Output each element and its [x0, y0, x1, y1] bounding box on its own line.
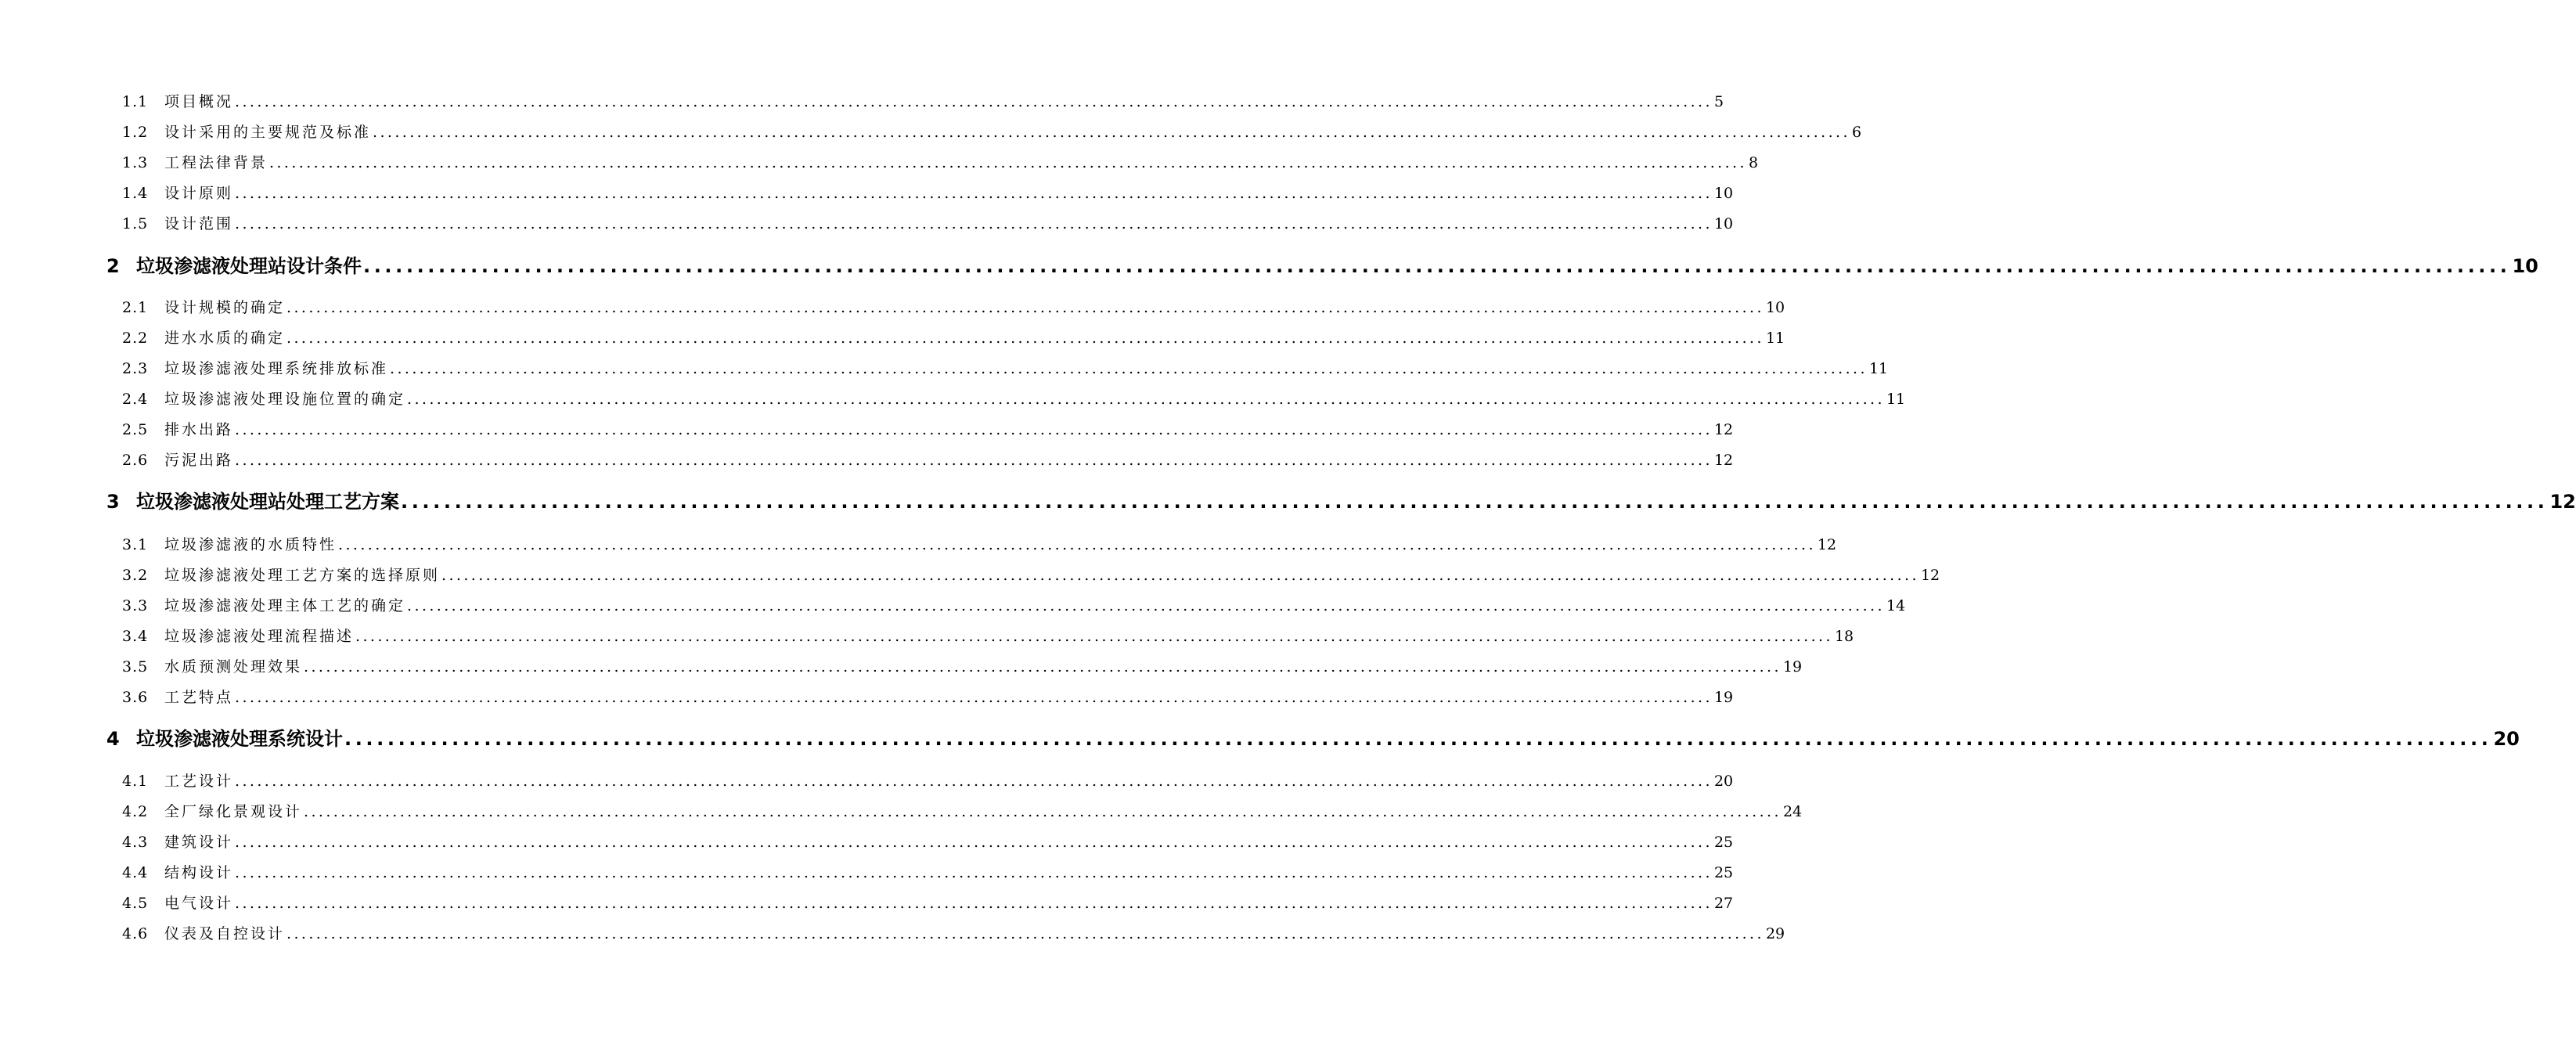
toc-dot-leader: ........................................................................................................................................................................................................ — [269, 154, 1747, 171]
toc-entry-number: 3.1 — [122, 536, 149, 553]
toc-entry-number: 4.4 — [122, 864, 149, 881]
toc-entry-title: 垃圾渗滤液处理站处理工艺方案 — [136, 491, 399, 513]
toc-page-number: 14 — [1886, 597, 1906, 614]
toc-dot-leader: ........................................................................................................................................................................................................ — [344, 728, 2492, 750]
toc-page-number: 11 — [1868, 360, 1889, 377]
toc-dot-leader: ........................................................................................................................................................................................................ — [407, 391, 1885, 408]
toc-page-number: 10 — [1765, 299, 1785, 316]
toc-entry-row[interactable] — [0, 686, 1734, 709]
toc-entry-number: 3 — [106, 491, 120, 513]
toc-entry-title: 仪表及自控设计 — [164, 925, 286, 942]
toc-entry-row[interactable] — [0, 625, 1854, 648]
toc-page-number: 29 — [1765, 925, 1785, 942]
toc-page-number: 12 — [1713, 421, 1734, 438]
toc-entry-row[interactable] — [0, 564, 1940, 587]
toc-page-number: 10 — [2512, 255, 2538, 277]
toc-entry-row[interactable] — [0, 90, 1724, 113]
toc-entry-number: 1.3 — [122, 154, 149, 171]
toc-dot-leader: ........................................................................................................................................................................................................ — [235, 773, 1713, 790]
toc-entry-title: 全厂绿化景观设计 — [164, 803, 303, 820]
toc-dot-leader: ........................................................................................................................................................................................................ — [373, 124, 1850, 141]
toc-dot-leader: ........................................................................................................................................................................................................ — [235, 215, 1713, 232]
toc-entry-title: 进水水质的确定 — [164, 330, 286, 347]
toc-entry-title: 设计规模的确定 — [164, 299, 286, 316]
toc-entry-number: 4.1 — [122, 773, 149, 790]
toc-dot-leader: ........................................................................................................................................................................................................ — [235, 421, 1713, 438]
toc-entry-number: 4 — [106, 728, 120, 750]
toc-entry-row[interactable] — [0, 326, 1785, 350]
toc-dot-leader: ........................................................................................................................................................................................................ — [390, 360, 1868, 377]
toc-entry-row[interactable] — [0, 151, 1759, 175]
toc-page-number: 11 — [1765, 330, 1785, 347]
toc-entry-row[interactable] — [0, 800, 1803, 823]
toc-entry-number: 2.5 — [122, 421, 149, 438]
toc-dot-leader: ........................................................................................................................................................................................................ — [235, 93, 1713, 110]
toc-entry-number: 3.3 — [122, 597, 149, 614]
toc-entry-title: 设计原则 — [164, 185, 234, 202]
toc-entry-title: 垃圾渗滤液处理流程描述 — [164, 628, 355, 645]
toc-entry-number: 1.4 — [122, 185, 149, 202]
toc-entry-row[interactable] — [0, 387, 1906, 411]
toc-entry-number: 2.3 — [122, 360, 149, 377]
toc-entry-title: 排水出路 — [164, 421, 234, 438]
toc-entry-title: 垃圾渗滤液的水质特性 — [164, 536, 337, 553]
toc-entry-title: 垃圾渗滤液处理设施位置的确定 — [164, 391, 406, 408]
toc-entry-number: 1.1 — [122, 93, 149, 110]
toc-dot-leader: ........................................................................................................................................................................................................ — [235, 185, 1713, 202]
toc-entry-title: 垃圾渗滤液处理主体工艺的确定 — [164, 597, 406, 614]
toc-entry-row[interactable] — [0, 533, 1837, 557]
toc-chapter-row[interactable] — [0, 724, 2520, 754]
toc-dot-leader: ........................................................................................................................................................................................................ — [363, 255, 2511, 277]
toc-entry-title: 设计采用的主要规范及标准 — [164, 124, 372, 141]
toc-chapter-row[interactable] — [0, 487, 2576, 517]
toc-entry-row[interactable] — [0, 121, 1862, 144]
toc-entry-title: 项目概况 — [164, 93, 234, 110]
toc-entry-number: 3.2 — [122, 567, 149, 584]
toc-entry-row[interactable] — [0, 861, 1734, 884]
toc-entry-title: 设计范围 — [164, 215, 234, 232]
toc-page-number: 12 — [1817, 536, 1837, 553]
toc-entry-number: 4.3 — [122, 834, 149, 851]
toc-page-number: 25 — [1713, 834, 1734, 851]
toc-entry-number: 3.6 — [122, 689, 149, 706]
toc-entry-number: 1.2 — [122, 124, 149, 141]
toc-dot-leader: ........................................................................................................................................................................................................ — [235, 834, 1713, 851]
toc-entry-number: 4.5 — [122, 895, 149, 912]
toc-dot-leader: ........................................................................................................................................................................................................ — [304, 803, 1782, 820]
toc-entry-row[interactable] — [0, 182, 1734, 205]
toc-entry-row[interactable] — [0, 594, 1906, 618]
toc-dot-leader: ........................................................................................................................................................................................................ — [286, 299, 1764, 316]
toc-page-number: 11 — [1886, 391, 1906, 408]
toc-entry-row[interactable] — [0, 449, 1734, 472]
toc-entry-number: 2 — [106, 255, 120, 277]
toc-entry-title: 垃圾渗滤液处理系统排放标准 — [164, 360, 389, 377]
toc-page-number: 12 — [2549, 491, 2576, 513]
toc-entry-number: 4.6 — [122, 925, 149, 942]
toc-entry-title: 建筑设计 — [164, 834, 234, 851]
toc-page-number: 20 — [1713, 773, 1734, 790]
toc-entry-title: 垃圾渗滤液处理站设计条件 — [136, 255, 362, 277]
toc-dot-leader: ........................................................................................................................................................................................................ — [286, 330, 1764, 347]
toc-entry-number: 3.4 — [122, 628, 149, 645]
toc-page-number: 5 — [1713, 93, 1724, 110]
toc-entry-number: 2.1 — [122, 299, 149, 316]
toc-page-number: 20 — [2493, 728, 2520, 750]
toc-entry-number: 2.2 — [122, 330, 149, 347]
toc-page-number: 19 — [1782, 658, 1803, 676]
toc-chapter-row[interactable] — [0, 251, 2538, 281]
toc-page-number: 19 — [1713, 689, 1734, 706]
toc-entry-title: 垃圾渗滤液处理系统设计 — [136, 728, 343, 750]
toc-entry-title: 结构设计 — [164, 864, 234, 881]
toc-entry-row[interactable] — [0, 655, 1803, 679]
toc-dot-leader: ........................................................................................................................................................................................................ — [401, 491, 2549, 513]
toc-dot-leader: ........................................................................................................................................................................................................ — [235, 864, 1713, 881]
toc-page-number: 8 — [1748, 154, 1759, 171]
toc-page-number: 10 — [1713, 185, 1734, 202]
toc-page-number: 24 — [1782, 803, 1803, 820]
toc-entry-number: 2.6 — [122, 452, 149, 469]
toc-dot-leader: ........................................................................................................................................................................................................ — [338, 536, 1816, 553]
toc-entry-number: 3.5 — [122, 658, 149, 676]
toc-page-number: 27 — [1713, 895, 1734, 912]
toc-entry-row[interactable] — [0, 418, 1734, 441]
toc-dot-leader: ........................................................................................................................................................................................................ — [407, 597, 1885, 614]
toc-entry-title: 工艺设计 — [164, 773, 234, 790]
toc-page-number: 10 — [1713, 215, 1734, 232]
toc-entry-title: 工程法律背景 — [164, 154, 268, 171]
toc-dot-leader: ........................................................................................................................................................................................................ — [235, 689, 1713, 706]
toc-dot-leader: ........................................................................................................................................................................................................ — [355, 628, 1833, 645]
toc-entry-row[interactable] — [0, 212, 1734, 236]
toc-dot-leader: ........................................................................................................................................................................................................ — [235, 895, 1713, 912]
toc-page-number: 18 — [1834, 628, 1854, 645]
toc-entry-title: 工艺特点 — [164, 689, 234, 706]
toc-dot-leader: ........................................................................................................................................................................................................ — [304, 658, 1782, 676]
toc-entry-row[interactable] — [0, 769, 1734, 793]
toc-entry-number: 4.2 — [122, 803, 149, 820]
toc-entry-row[interactable] — [0, 830, 1734, 854]
toc-page-number: 6 — [1851, 124, 1862, 141]
toc-page-number: 25 — [1713, 864, 1734, 881]
toc-dot-leader: ........................................................................................................................................................................................................ — [286, 925, 1764, 942]
toc-dot-leader: ........................................................................................................................................................................................................ — [235, 452, 1713, 469]
toc-page-number: 12 — [1713, 452, 1734, 469]
toc-entry-title: 电气设计 — [164, 895, 234, 912]
toc-entry-number: 2.4 — [122, 391, 149, 408]
toc-dot-leader: ........................................................................................................................................................................................................ — [441, 567, 1919, 584]
toc-entry-title: 水质预测处理效果 — [164, 658, 303, 676]
toc-entry-title: 污泥出路 — [164, 452, 234, 469]
toc-entry-number: 1.5 — [122, 215, 149, 232]
toc-entry-title: 垃圾渗滤液处理工艺方案的选择原则 — [164, 567, 441, 584]
toc-entry-row[interactable] — [0, 357, 1889, 380]
toc-entry-row[interactable] — [0, 922, 1785, 946]
toc-entry-row[interactable] — [0, 296, 1785, 319]
toc-entry-row[interactable] — [0, 892, 1734, 915]
toc-page-number: 12 — [1920, 567, 1940, 584]
